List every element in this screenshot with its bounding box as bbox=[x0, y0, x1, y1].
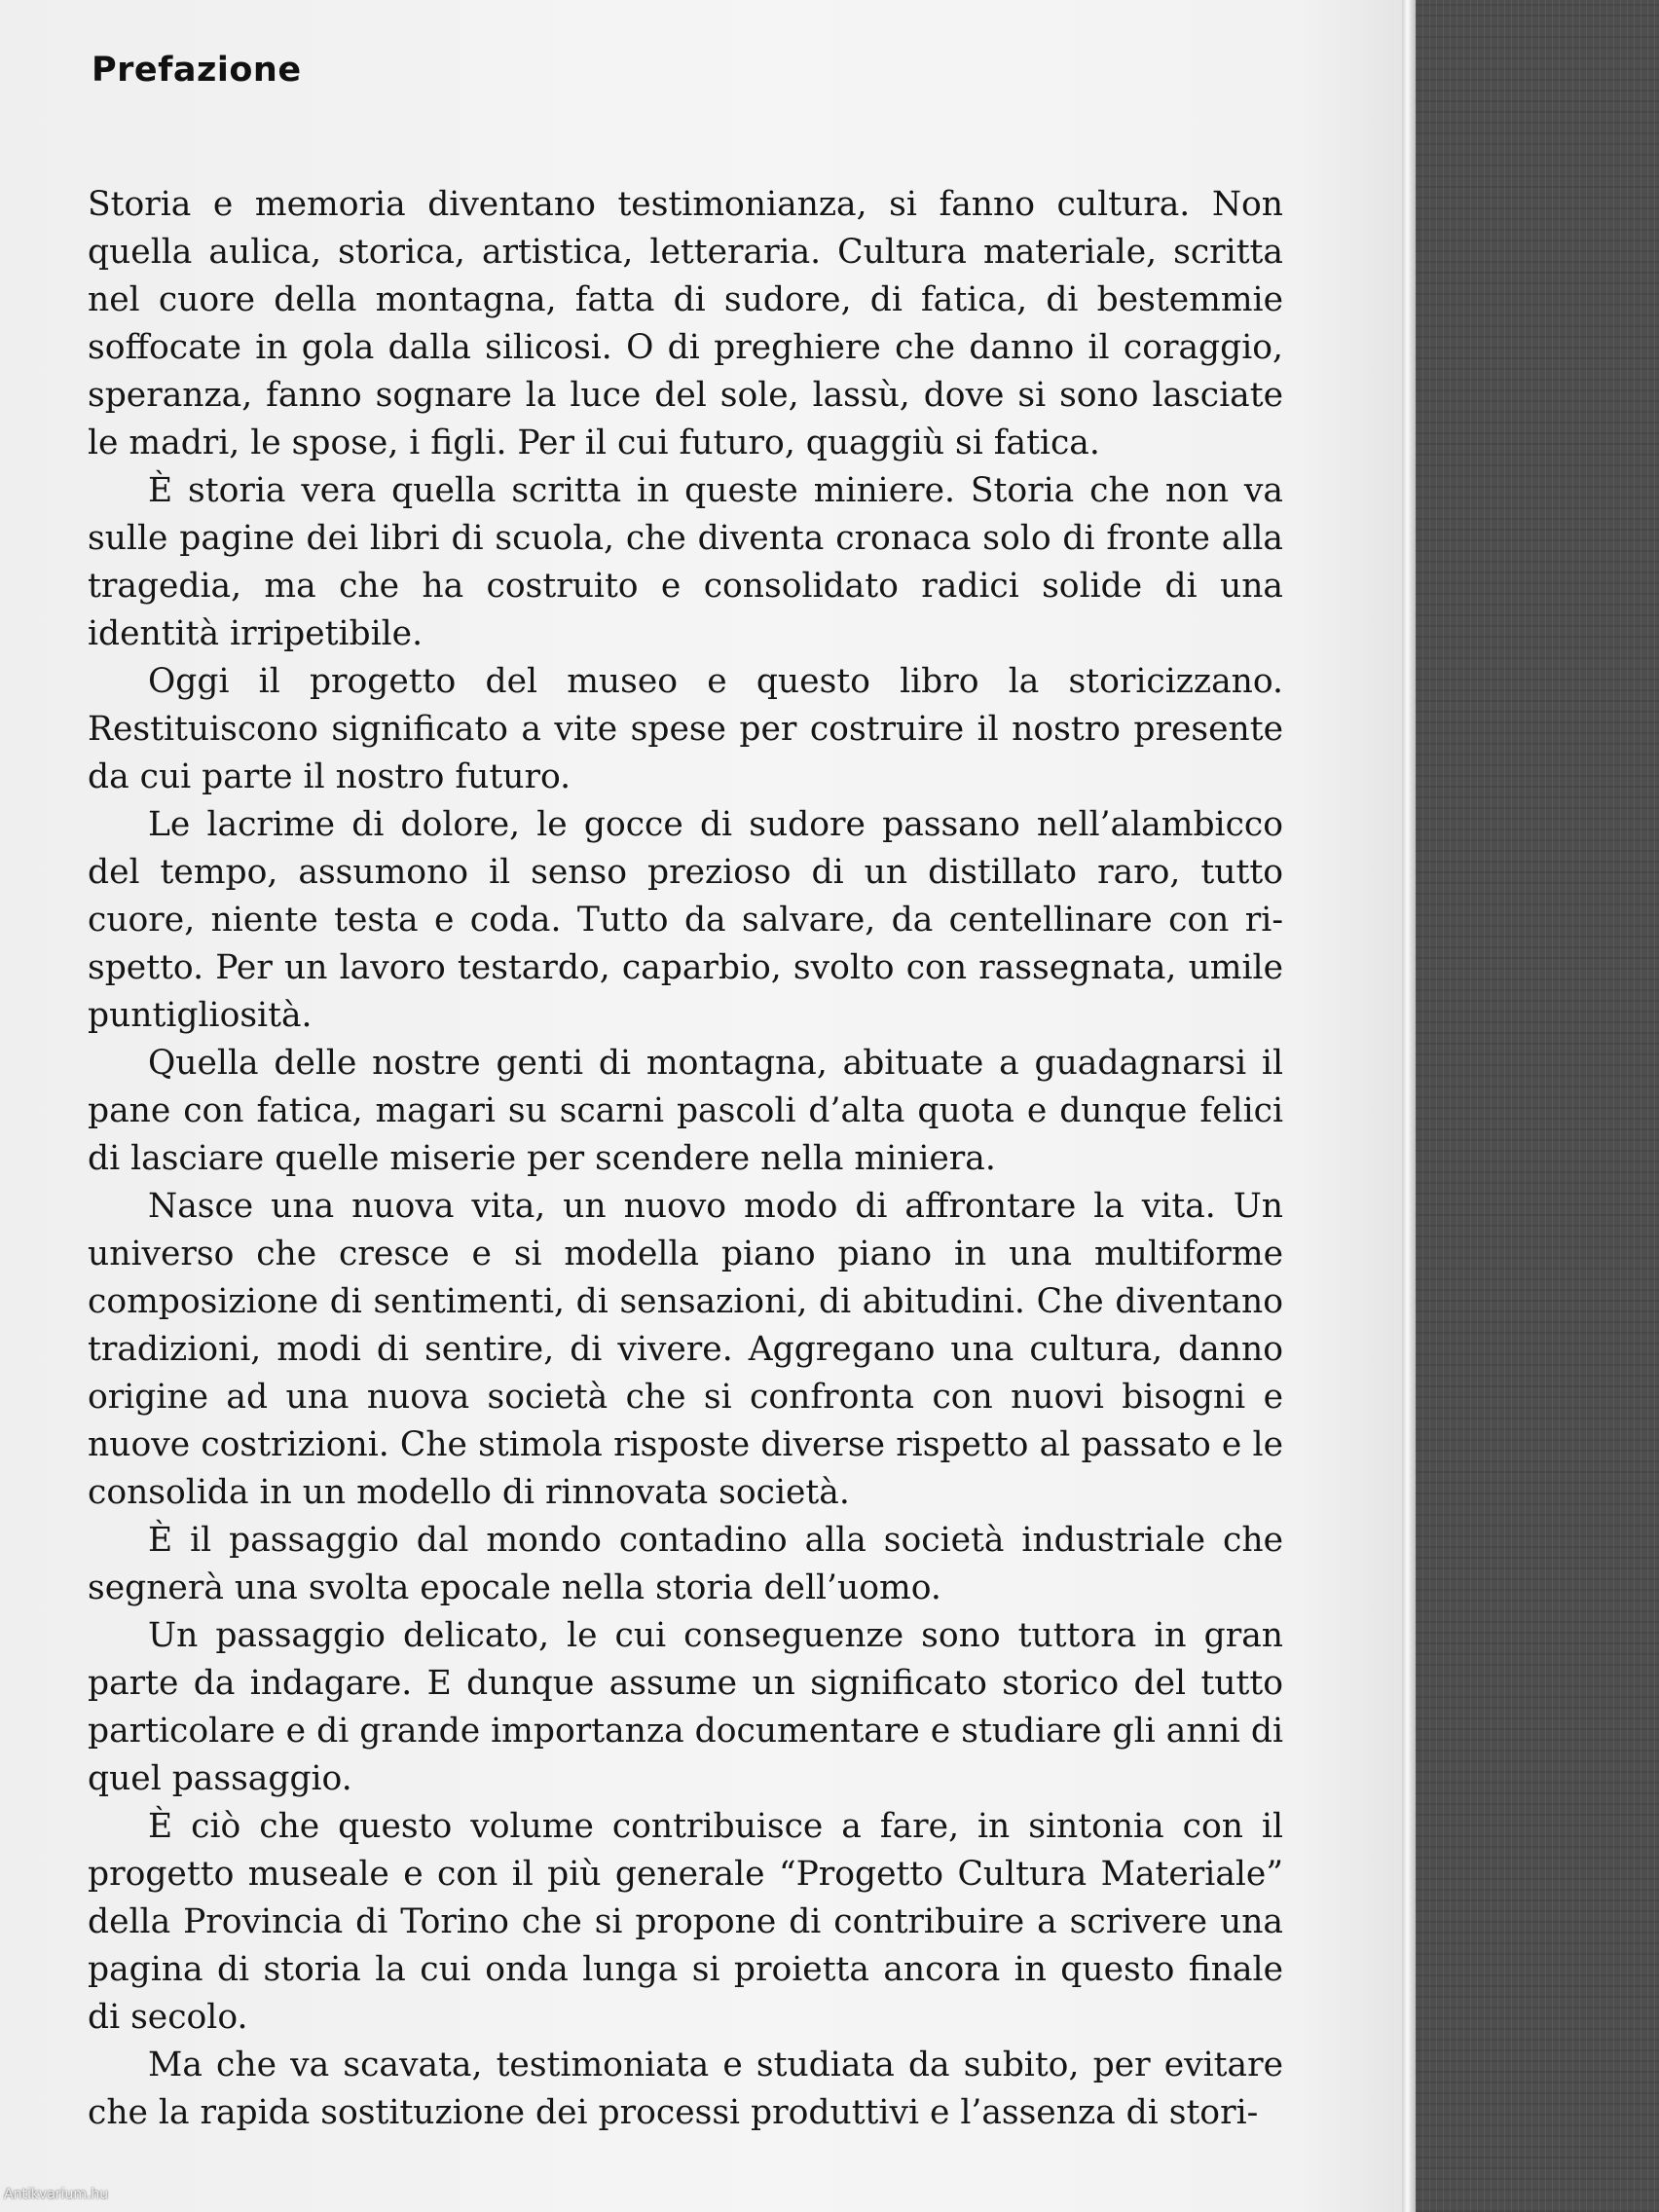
paragraph-5: Quella delle nostre genti di montagna, abituate a guadagnarsi il pane con fatica, magari su scarni pascoli d’alta quota e dunque felici di lasciare quelle miserie per scendere nella miniera. bbox=[88, 1044, 1283, 1178]
paragraph-4: Le lacrime di dolore, le gocce di sudore passano nell’alambicco del tempo, assumono il senso prezioso di un distillato raro, tutto cuore, niente testa e coda. Tutto da salvare, da centellinare con rispetto. Per un lavoro testardo, caparbio, svolto con rassegnata, umile puntigliosità. bbox=[88, 805, 1283, 1035]
paragraph-6: Nasce una nuova vita, un nuovo modo di affrontare la vita. Un universo che cresce e si modella piano piano in una multiforme composizione di sentimenti, di sensazioni, di abitudini. Che diventano tradizioni, modi di sentire, di vivere. Aggregano una cultura, danno origine ad una nuova società che si confronta con nuovi bisogni e nuove costrizioni. Che stimola risposte diverse rispetto al passato e le consolida in un modello di rinnovata società. bbox=[88, 1187, 1283, 1512]
paragraph-8: Un passaggio delicato, le cui conseguenze sono tuttora in gran parte da indagare. E dunque assume un significato storico del tutto particolare e di grande importanza documentare e studiare gli anni di quel passaggio. bbox=[88, 1616, 1283, 1798]
background-surface bbox=[1402, 0, 1659, 2212]
watermark-text: Antikvarium.hu bbox=[4, 2187, 109, 2202]
paragraph-7: È il passaggio dal mondo contadino alla società industriale che segnerà una svolta epocale nella storia dell’uomo. bbox=[88, 1521, 1283, 1607]
paragraph-1: Storia e memoria diventano testimonianza, si fanno cultura. Non quella aulica, storica, artistica, letteraria. Cultura materiale, scritta nel cuore della montagna, fatta di sudore, di fatica, di bestemmie soffocate in gola dalla silicosi. O di preghiere che danno il coraggio, speranza, fanno sognare la luce del sole, lassù, dove si sono lasciate le madri, le spose, i figli. Per il cui futuro, quaggiù si fatica. bbox=[88, 185, 1283, 462]
page-title: Prefazione bbox=[92, 51, 302, 90]
paragraph-9: È ciò che questo volume contribuisce a fare, in sintonia con il progetto museale e con il più generale “Progetto Cultura Materiale” della Provincia di Torino che si propone di contribuire a scrivere una pagina di storia la cui onda lunga si proietta ancora in questo finale di secolo. bbox=[88, 1807, 1283, 2037]
body-text bbox=[88, 181, 1283, 2137]
paragraph-2: È storia vera quella scritta in queste miniere. Storia che non va sulle pagine dei libri di scuola, che diventa cronaca solo di fronte alla tragedia, ma che ha costruito e consolidato radici solide di una identità irripetibile. bbox=[88, 471, 1283, 653]
paragraph-10: Ma che va scavata, testimoniata e studiata da subito, per evitare che la rapida sostituzione dei processi produttivi e l’assenza di stori- bbox=[88, 2046, 1283, 2132]
paragraph-3: Oggi il progetto del museo e questo libro la storicizzano. Restituiscono significato a vite spese per costruire il nostro presente da cui parte il nostro futuro. bbox=[88, 662, 1283, 796]
page-edge bbox=[1402, 0, 1416, 2212]
